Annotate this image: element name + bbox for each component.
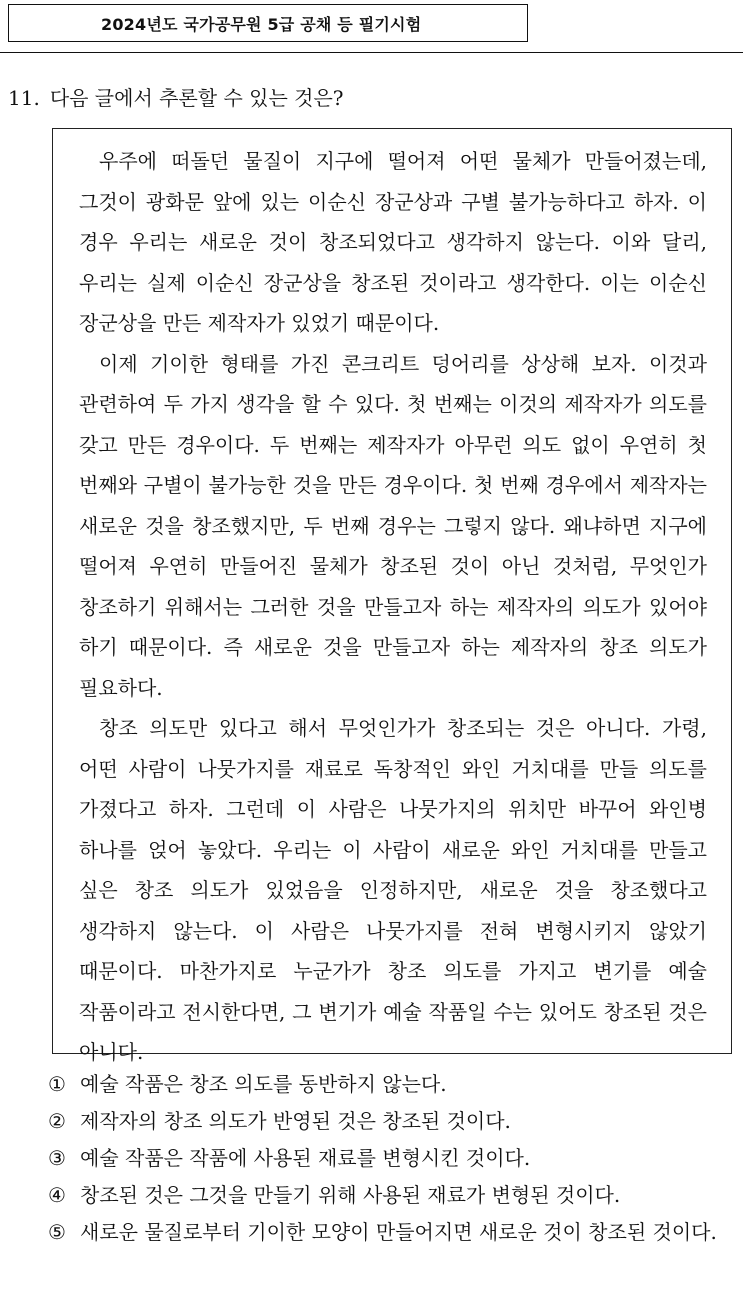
answer-choice-4[interactable] bbox=[48, 1177, 738, 1214]
choice-text: 창조된 것은 그것을 만들기 위해 사용된 재료가 변형된 것이다. bbox=[80, 1183, 621, 1207]
choice-text: 예술 작품은 창조 의도를 동반하지 않는다. bbox=[80, 1072, 447, 1096]
choice-marker: ② bbox=[48, 1109, 66, 1133]
question-prompt bbox=[8, 84, 343, 112]
choice-marker: ③ bbox=[48, 1146, 66, 1170]
choice-marker: ⑤ bbox=[48, 1220, 66, 1244]
passage-box bbox=[52, 128, 732, 1064]
choice-marker: ④ bbox=[48, 1183, 66, 1207]
answer-choice-3[interactable] bbox=[48, 1140, 738, 1177]
passage-paragraph-2: 이제 기이한 형태를 가진 콘크리트 덩어리를 상상해 보자. 이것과 관련하여 두 가지 생각을 할 수 있다. 첫 번째는 이것의 제작자가 의도를 갖고 만든 경우이다. 두 번째는 제작자가 아무런 의도 없이 우연히 첫 번째와 구별이 불가능한 것을 만든 경우이다. 첫 번째 경우에서 제작자는 새로운 것을 창조했지만, 두 번째 경우는 그렇지 않다. 왜냐하면 지구에 떨어져 우연히 만들어진 물체가 창조된 것이 아닌 것처럼, 무엇인가 창조하기 위해서는 그러한 것을 만들고자 하는 제작자의 의도가 있어야 하기 때문이다. 즉 새로운 것을 만들고자 하는 제작자의 창조 의도가 필요하다. bbox=[79, 351, 707, 700]
choice-marker: ① bbox=[48, 1072, 66, 1096]
question-number: 11. bbox=[8, 86, 40, 110]
answer-choice-1[interactable] bbox=[48, 1066, 738, 1103]
question-text: 다음 글에서 추론할 수 있는 것은? bbox=[49, 86, 344, 110]
choice-text: 제작자의 창조 의도가 반영된 것은 창조된 것이다. bbox=[80, 1109, 511, 1133]
answer-choices bbox=[48, 1066, 738, 1251]
passage-paragraph-1: 우주에 떠돌던 물질이 지구에 떨어져 어떤 물체가 만들어졌는데, 그것이 광화문 앞에 있는 이순신 장군상과 구별 불가능하다고 하자. 이 경우 우리는 새로운 것이 창조되었다고 생각하지 않는다. 이와 달리, 우리는 실제 이순신 장군상을 창조된 것이라고 생각한다. 이는 이순신 장군상을 만든 제작자가 있었기 때문이다. bbox=[79, 149, 707, 335]
choice-text: 새로운 물질로부터 기이한 모양이 만들어지면 새로운 것이 창조된 것이다. bbox=[80, 1220, 717, 1244]
answer-choice-5[interactable] bbox=[48, 1214, 738, 1251]
header-divider bbox=[0, 52, 743, 53]
exam-header bbox=[8, 4, 528, 42]
exam-title: 2024년도 국가공무원 5급 공채 등 필기시험 bbox=[101, 14, 422, 34]
choice-text: 예술 작품은 작품에 사용된 재료를 변형시킨 것이다. bbox=[80, 1146, 531, 1170]
passage-paragraph-3: 창조 의도만 있다고 해서 무엇인가가 창조되는 것은 아니다. 가령, 어떤 사람이 나뭇가지를 재료로 독창적인 와인 거치대를 만들 의도를 가졌다고 하자. 그런데 이 사람은 나뭇가지의 위치만 바꾸어 와인병 하나를 얹어 놓았다. 우리는 이 사람이 새로운 와인 거치대를 만들고 싶은 창조 의도가 있었음을 인정하지만, 새로운 것을 창조했다고 생각하지 않는다. 이 사람은 나뭇가지를 전혀 변형시키지 않았기 때문이다. 마찬가지로 누군가가 창조 의도를 가지고 변기를 예술 작품이라고 전시한다면, 그 변기가 예술 작품일 수는 있어도 창조된 것은 아니다. bbox=[79, 716, 707, 1064]
answer-choice-2[interactable] bbox=[48, 1103, 738, 1140]
